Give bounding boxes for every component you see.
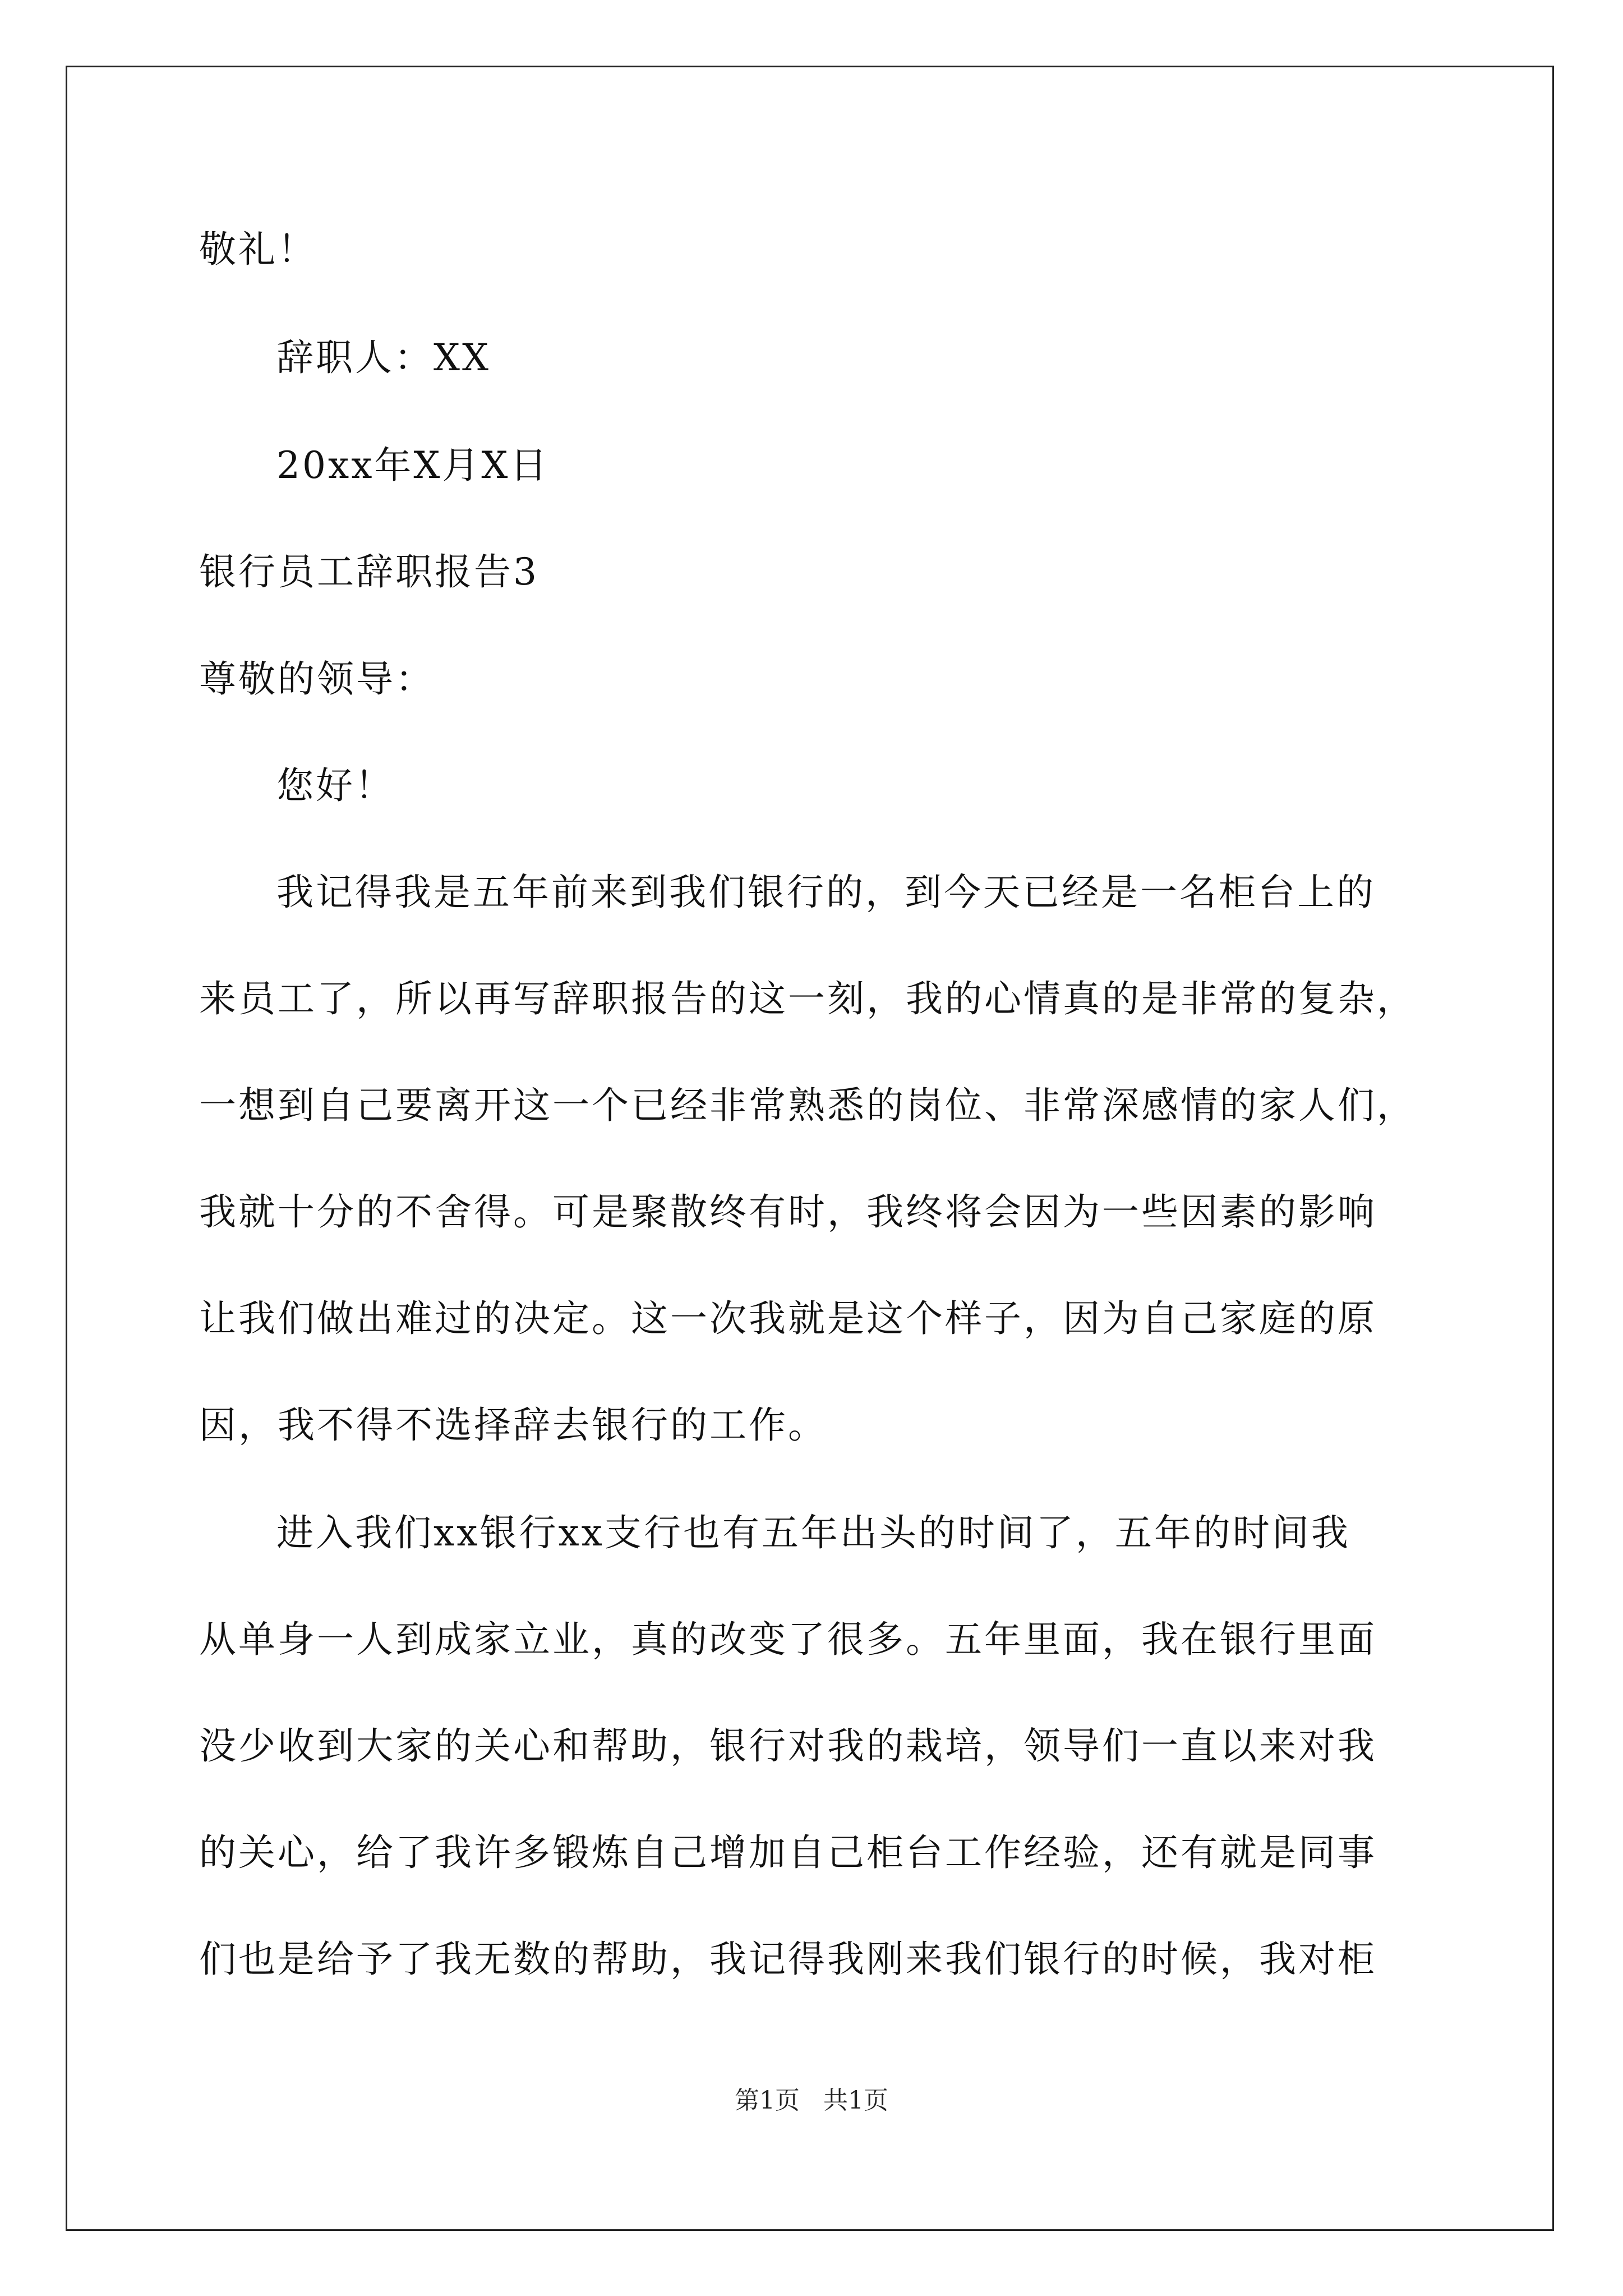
page-number-footer: 第1页 共1页 xyxy=(735,2086,888,2115)
paragraph2-line: 没少收到大家的关心和帮助，银行对我的栽培，领导们一直以来对我 xyxy=(199,1724,1377,1768)
paragraph1-line: 我记得我是五年前来到我们银行的，到今天已经是一名柜台上的 xyxy=(276,871,1376,914)
paragraph2-line: 进入我们xx银行xx支行也有五年出头的时间了，五年的时间我 xyxy=(276,1511,1350,1554)
greeting-line: 您好！ xyxy=(276,764,394,807)
paragraph2-line: 们也是给予了我无数的帮助，我记得我刚来我们银行的时候，我对柜 xyxy=(199,1938,1377,1981)
closing-line: 敬礼！ xyxy=(199,228,317,271)
paragraph1-line: 我就十分的不舍得。可是聚散终有时，我终将会因为一些因素的影响 xyxy=(199,1190,1377,1234)
paragraph1-line: 一想到自己要离开这一个已经非常熟悉的岗位、非常深感情的家人们， xyxy=(199,1084,1416,1127)
section-title: 银行员工辞职报告3 xyxy=(199,550,539,593)
page-border xyxy=(66,66,1554,2231)
date-line: 20xx年X月X日 xyxy=(276,444,550,487)
paragraph2-line: 的关心，给了我许多锻炼自己增加自己柜台工作经验，还有就是同事 xyxy=(199,1831,1377,1874)
paragraph1-line: 因，我不得不选择辞去银行的工作。 xyxy=(199,1404,827,1447)
paragraph2-line: 从单身一人到成家立业，真的改变了很多。五年里面，我在银行里面 xyxy=(199,1618,1377,1661)
paragraph1-line: 让我们做出难过的决定。这一次我就是这个样子，因为自己家庭的原 xyxy=(199,1297,1377,1340)
resigner-line: 辞职人：XX xyxy=(276,336,491,379)
salutation-line: 尊敬的领导： xyxy=(199,657,435,701)
paragraph1-line: 来员工了，所以再写辞职报告的这一刻，我的心情真的是非常的复杂， xyxy=(199,977,1416,1020)
